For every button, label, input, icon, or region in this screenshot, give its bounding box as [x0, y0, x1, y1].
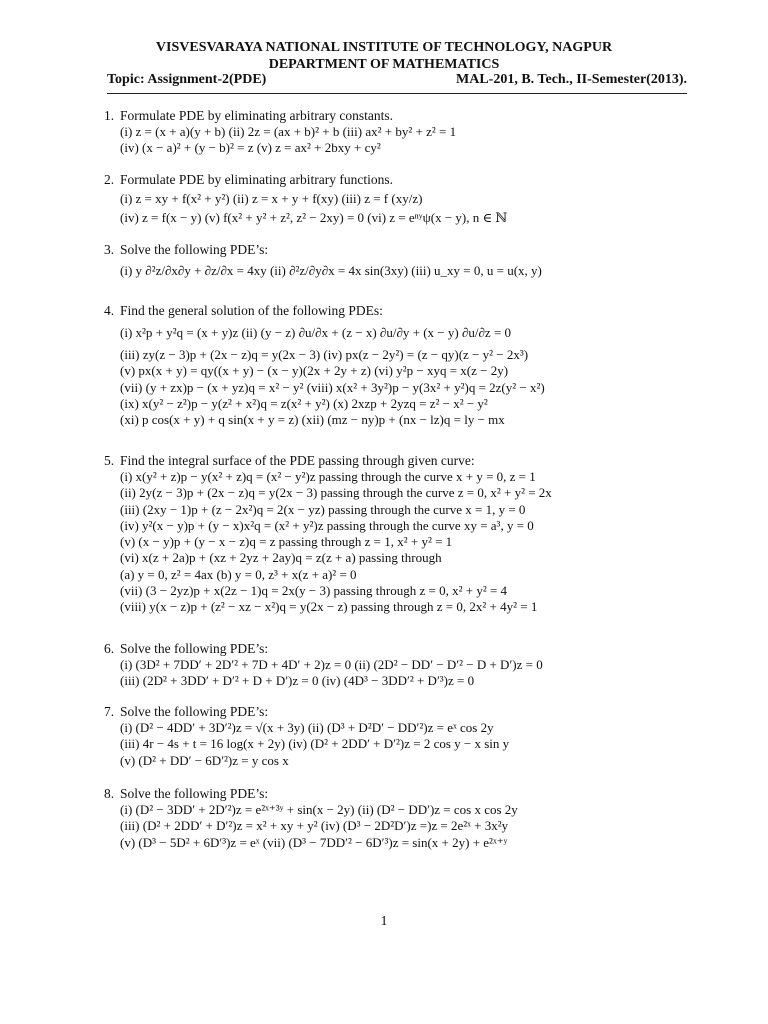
- course-label: MAL-201, B. Tech., II-Semester(2013).: [456, 72, 687, 87]
- question-line: (v) (x − y)p + (y − x − z)q = z passing through z = 1, x² + y² = 1: [120, 534, 453, 550]
- question-line: (vii) (3 − 2yz)p + x(2z − 1)q = 2x(y − 3) passing through z = 0, x² + y² = 4: [120, 583, 508, 599]
- question-title: Solve the following PDE’s:: [120, 641, 269, 656]
- question-line: (xi) p cos(x + y) + q sin(x + y = z) (xii) (mz − ny)p + (nx − lz)q = ly − mx: [120, 412, 505, 428]
- question-line: (iii) 4r − 4s + t = 16 log(x + 2y) (iv) (D² + 2DD′ + D′²)z = 2 cos y − x sin y: [120, 736, 510, 752]
- question-line: (i) y ∂²z/∂x∂y + ∂z/∂x = 4xy (ii) ∂²z/∂y∂x = 4x sin(3xy) (iii) u_xy = 0, u = u(x, y): [120, 263, 542, 278]
- question-2: [104, 171, 684, 226]
- question-number: 6.: [104, 641, 115, 656]
- question-line: (iii) zy(z − 3)p + (2x − z)q = y(2x − 3) (iv) px(z − 2y²) = (z − qy)(z − y² − 2x³): [120, 347, 529, 362]
- question-number: 7.: [104, 704, 115, 719]
- question-line: (iv) (x − a)² + (y − b)² = z (v) z = ax² + 2bxy + cy²: [120, 140, 381, 156]
- question-line: (vii) (y + zx)p − (x + yz)q = x² − y² (viii) x(x² + 3y²)p − y(3x² + y²)q = 2z(y² − x²): [120, 379, 545, 395]
- question-number: 3.: [104, 242, 115, 257]
- question-line: (ix) x(y² − z²)p − y(z² + x²)q = z(x² + y²) (x) 2xzp + 2yzq = z² − x² − y²: [120, 395, 488, 411]
- topic-label: Topic: Assignment-2(PDE): [107, 72, 267, 87]
- question-7: [104, 703, 684, 769]
- question-title: Solve the following PDE’s:: [120, 704, 269, 719]
- question-line: (i) z = xy + f(x² + y²) (ii) z = x + y + f(xy) (iii) z = f (xy/z): [120, 191, 423, 206]
- question-line: (v) (D² + DD′ − 6D′²)z = y cos x: [120, 752, 289, 768]
- question-number: 2.: [104, 172, 115, 187]
- question-8: [104, 785, 684, 851]
- department-title: DEPARTMENT OF MATHEMATICS: [268, 57, 500, 72]
- question-line: (iii) (2xy − 1)p + (z − 2x²)q = 2(x − yz) passing through the curve x = 1, y = 0: [120, 501, 526, 517]
- question-6: [104, 640, 684, 690]
- question-title: Find the integral surface of the PDE passing through given curve:: [120, 453, 475, 468]
- question-title: Formulate PDE by eliminating arbitrary functions.: [120, 172, 393, 187]
- question-title: Find the general solution of the following PDEs:: [120, 303, 383, 318]
- institute-title: VISVESVARAYA NATIONAL INSTITUTE OF TECHNOLOGY, NAGPUR: [155, 40, 613, 55]
- question-line: (i) x²p + y²q = (x + y)z (ii) (y − z) ∂u/∂x + (z − x) ∂u/∂y + (x − y) ∂u/∂z = 0: [120, 325, 512, 340]
- question-title: Solve the following PDE’s:: [120, 242, 269, 257]
- question-line: (vi) x(z + 2a)p + (xz + 2yz + 2ay)q = z(z + a) passing through: [120, 550, 442, 566]
- question-title: Formulate PDE by eliminating arbitrary constants.: [120, 108, 393, 123]
- question-line: (i) x(y² + z)p − y(x² + z)q = (x² − y²)z passing through the curve x + y = 0, z = 1: [120, 469, 536, 484]
- header-rule: [107, 93, 687, 94]
- question-1: [104, 107, 684, 157]
- question-line: (i) (3D² + 7DD′ + 2D′² + 7D + 4D′ + 2)z = 0 (ii) (2D² − DD′ − D′² − D + D′)z = 0: [120, 657, 543, 672]
- question-line: (ii) 2y(z − 3)p + (2x − z)q = y(2x − 3) passing through the curve z = 0, x² + y² = 2x: [120, 485, 552, 501]
- question-line: (iv) y²(x − y)p + (y − x)x²q = (x² + y²)z passing through the curve xy = a³, y = 0: [120, 517, 534, 533]
- question-line: (a) y = 0, z² = 4ax (b) y = 0, z³ + x(z + a)² = 0: [120, 566, 357, 582]
- question-number: 1.: [104, 108, 115, 123]
- question-line: (iv) z = f(x − y) (v) f(x² + y² + z², z² − 2xy) = 0 (vi) z = eⁿʸψ(x − y), n ∈ ℕ: [120, 210, 508, 225]
- question-line: (iii) (2D² + 3DD′ + D′² + D + D′)z = 0 (iv) (4D³ − 3DD′² + D′³)z = 0: [120, 673, 475, 689]
- question-line: (iii) (D² + 2DD′ + D′²)z = x² + xy + y² (iv) (D³ − 2D²D′)z =)z = 2e²ˣ + 3x²y: [120, 818, 509, 834]
- question-3: [104, 241, 684, 284]
- question-number: 4.: [104, 303, 115, 318]
- question-number: 8.: [104, 786, 115, 801]
- question-title: Solve the following PDE’s:: [120, 786, 269, 801]
- question-line: (i) (D² − 4DD′ + 3D′²)z = √(x + 3y) (ii) (D³ + D²D′ − DD′²)z = eˣ cos 2y: [120, 720, 494, 735]
- question-line: (v) px(x + y) = qy((x + y) − (x − y)(2x + 2y + z) (vi) y²p − xyq = x(z − 2y): [120, 363, 509, 379]
- question-line: (viii) y(x − z)p + (z² − xz − x²)q = y(2x − z) passing through z = 0, 2x² + 4y² = 1: [120, 599, 538, 615]
- question-4: [104, 302, 684, 428]
- question-line: (i) z = (x + a)(y + b) (ii) 2z = (ax + b)² + b (iii) ax² + by² + z² = 1: [120, 124, 457, 139]
- question-number: 5.: [104, 453, 115, 468]
- question-line: (i) (D² − 3DD′ + 2D′²)z = e²ˣ⁺³ʸ + sin(x − 2y) (ii) (D² − DD′)z = cos x cos 2y: [120, 802, 518, 817]
- page-number: 1: [380, 914, 388, 929]
- question-line: (v) (D³ − 5D² + 6D′³)z = eˣ (vii) (D³ − 7DD′² − 6D′³)z = sin(x + 2y) + e²ˣ⁺ʸ: [120, 834, 508, 850]
- question-5: [104, 452, 684, 616]
